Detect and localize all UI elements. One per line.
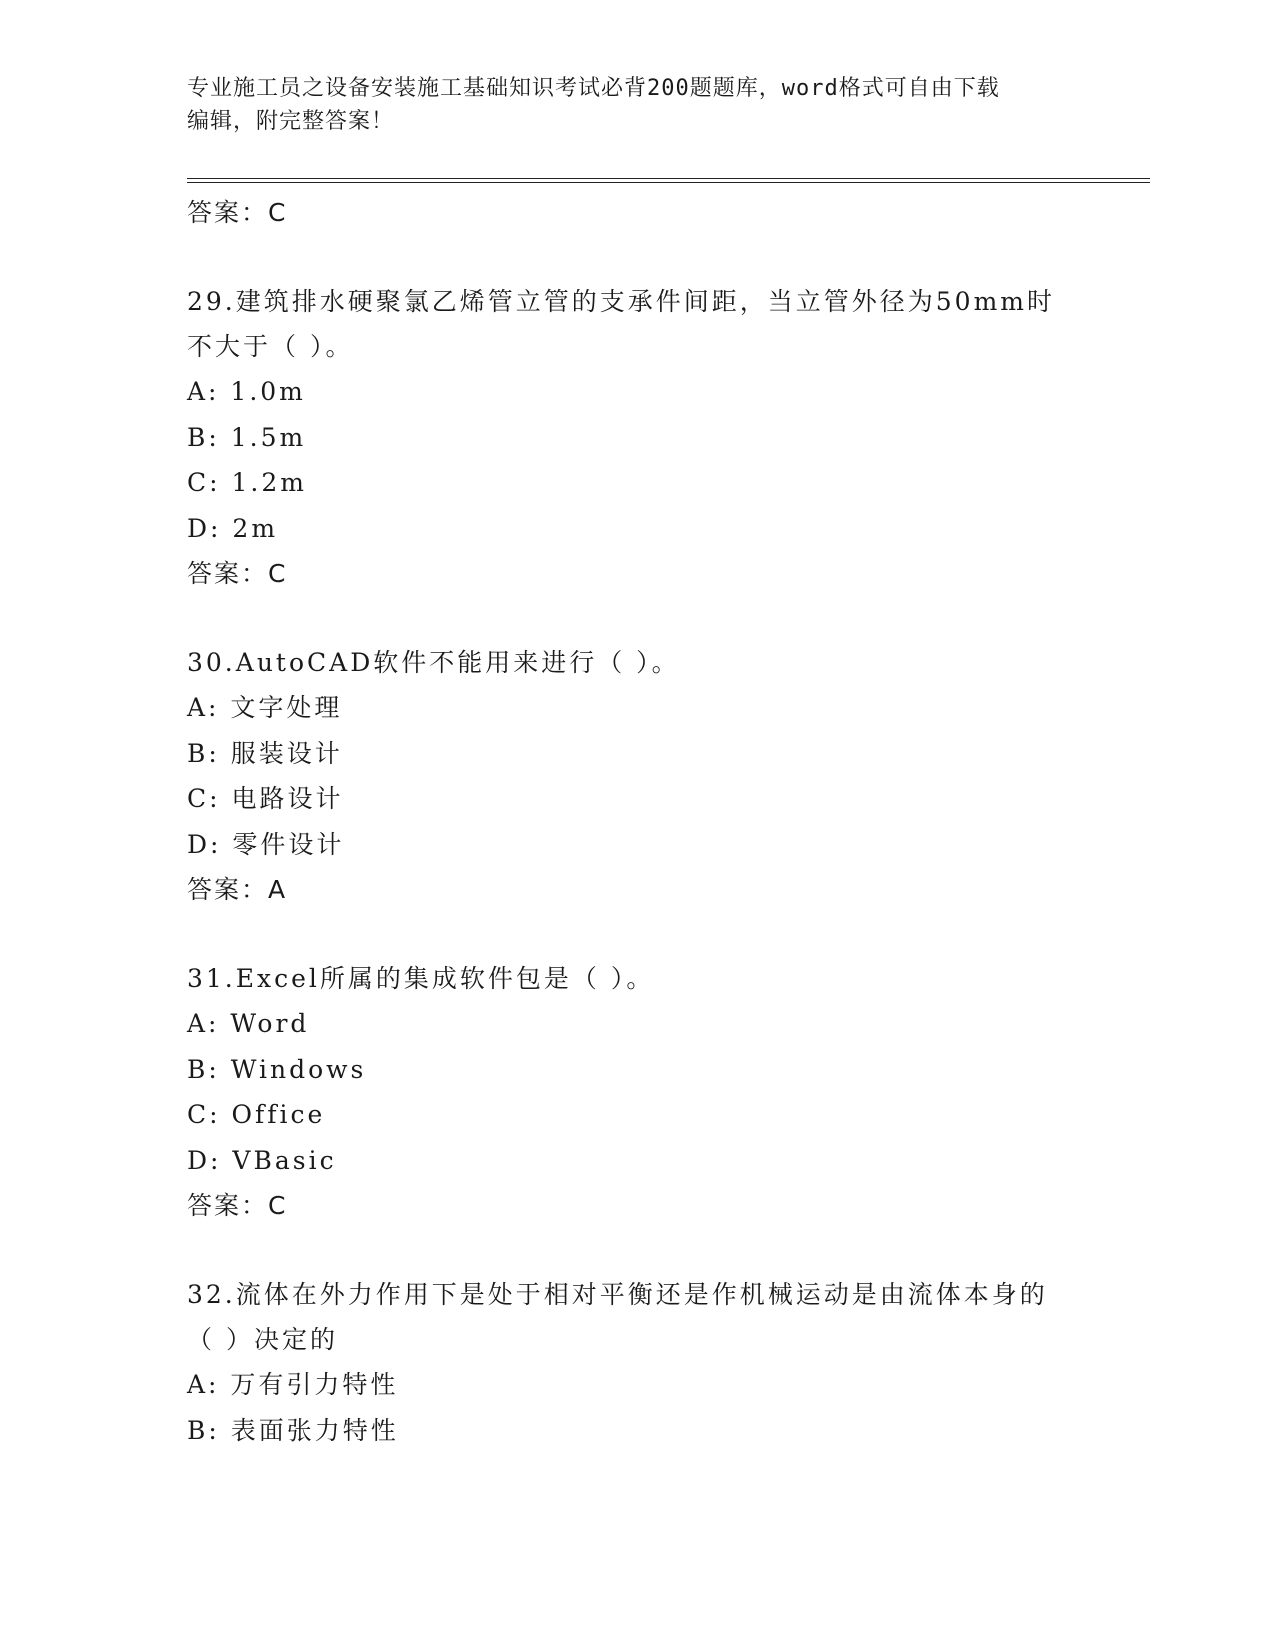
header-line-2: 编辑，附完整答案！ [187,109,395,134]
option-d: D: 2m [187,513,279,543]
question-stem-line: 31.Excel所属的集成软件包是（ ）。 [187,964,655,993]
question-stem-line: （ ）决定的 [187,1325,338,1354]
question-31 [187,956,1087,1228]
question-29 [187,279,1087,596]
question-32 [187,1272,1087,1453]
answer: 答案：C [187,1191,288,1220]
option-d: D: VBasic [187,1145,337,1175]
option-c: C: Office [187,1100,326,1129]
question-stem-line: 32.流体在外力作用下是处于相对平衡还是作机械运动是由流体本身的 [187,1280,1048,1309]
option-a: A: Word [187,1009,310,1038]
question-list [187,190,1087,1453]
option-b: B: 服装设计 [187,738,343,768]
option-a: A: 1.0m [187,377,306,406]
option-b: B: 1.5m [187,422,307,452]
previous-answer: 答案：C [187,198,288,227]
header-divider [187,178,1150,183]
answer: 答案：A [187,875,288,904]
option-d: D: 零件设计 [187,829,345,859]
question-30 [187,640,1087,912]
option-b: B: 表面张力特性 [187,1415,399,1445]
option-b: B: Windows [187,1054,367,1084]
option-a: A: 文字处理 [187,693,343,722]
question-stem-line: 29.建筑排水硬聚氯乙烯管立管的支承件间距，当立管外径为50mm时 [187,287,1055,316]
option-c: C: 电路设计 [187,784,344,813]
answer: 答案：C [187,559,288,588]
option-c: C: 1.2m [187,468,307,497]
question-stem-line: 不大于（ ）。 [187,332,354,361]
option-a: A: 万有引力特性 [187,1370,399,1399]
question-stem-line: 30.AutoCAD软件不能用来进行（ ）。 [187,648,680,677]
document-header [187,72,1067,138]
header-line-1: 专业施工员之设备安装施工基础知识考试必背200题题库，word格式可自由下载 [187,76,1000,101]
